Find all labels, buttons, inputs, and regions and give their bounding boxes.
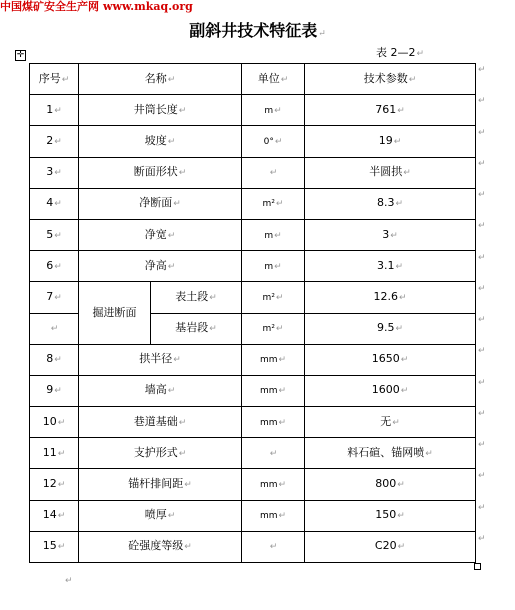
- row-name[interactable]: [79, 344, 242, 375]
- paragraph-mark: ↵: [54, 230, 62, 241]
- paragraph-mark: ↵: [167, 230, 176, 241]
- paragraph-mark: ↵: [178, 168, 187, 179]
- row-end-mark: ↵: [478, 284, 486, 294]
- paragraph-mark: ↵: [61, 74, 70, 85]
- row-no-text: 1: [46, 102, 54, 116]
- row-name[interactable]: [79, 375, 242, 406]
- row-no[interactable]: [30, 251, 79, 282]
- row-name[interactable]: [79, 469, 242, 500]
- paragraph-mark: ↵: [167, 74, 176, 85]
- paragraph-mark: ↵: [54, 292, 62, 303]
- row-name-text: 喷厚: [144, 508, 167, 522]
- site-watermark: [0, 0, 193, 14]
- row-value-text: 150: [375, 508, 397, 522]
- row-value[interactable]: [305, 469, 476, 500]
- row-no[interactable]: [30, 313, 79, 344]
- row-unit[interactable]: [242, 344, 305, 375]
- table-row: [30, 407, 476, 438]
- row-value-text: 料石碹、锚网喷: [347, 445, 425, 459]
- row-value-text: 8.3: [376, 196, 395, 210]
- row-no-text: 12: [42, 477, 57, 491]
- header-unit-text: 单位: [257, 71, 280, 85]
- page-title: [0, 20, 515, 45]
- paragraph-mark: ↵: [275, 199, 284, 210]
- row-name-text: 拱半径: [139, 352, 173, 366]
- paragraph-mark: ↵: [274, 261, 282, 272]
- table-row: [30, 500, 476, 531]
- table-row: [30, 438, 476, 469]
- row-unit-text: m: [264, 230, 274, 241]
- paragraph-mark: ↵: [318, 29, 326, 39]
- row-no[interactable]: [30, 469, 79, 500]
- row-value[interactable]: [305, 531, 476, 562]
- paragraph-mark: ↵: [57, 448, 66, 459]
- paragraph-mark: ↵: [398, 292, 407, 303]
- row-unit[interactable]: [242, 219, 305, 250]
- row-no-text: 4: [46, 196, 54, 210]
- paragraph-mark: ↵: [209, 324, 217, 335]
- row-name[interactable]: [79, 438, 242, 469]
- table-caption-text: 表 2—2: [376, 46, 416, 59]
- row-name-text: 墙高: [144, 383, 167, 397]
- row-end-mark: ↵: [478, 65, 486, 75]
- row-unit[interactable]: [242, 251, 305, 282]
- table-caption: [376, 45, 424, 62]
- paragraph-mark: ↵: [209, 292, 217, 303]
- paragraph-mark: ↵: [269, 168, 278, 179]
- row-no[interactable]: [30, 500, 79, 531]
- paragraph-mark: ↵: [167, 136, 176, 147]
- row-no[interactable]: [30, 219, 79, 250]
- row-name[interactable]: [79, 126, 242, 157]
- page-title-text: 副斜井技术特征表: [189, 21, 318, 40]
- paragraph-mark: ↵: [57, 511, 66, 522]
- row-group[interactable]: [79, 282, 151, 344]
- row-unit-text: 0°: [263, 136, 274, 147]
- table-row: [30, 469, 476, 500]
- row-value-text: 1650: [371, 352, 400, 366]
- row-value[interactable]: [305, 282, 476, 313]
- watermark-url: www.mkaq.org: [103, 0, 193, 13]
- header-value[interactable]: [305, 64, 476, 95]
- row-end-mark: ↵: [478, 409, 486, 419]
- row-name[interactable]: [79, 407, 242, 438]
- row-unit-text: mm: [259, 480, 278, 491]
- row-value-text: 1600: [371, 383, 400, 397]
- row-no-text: 15: [42, 539, 57, 553]
- paragraph-mark: ↵: [173, 355, 181, 366]
- row-value[interactable]: [305, 219, 476, 250]
- row-unit-text: m²: [262, 292, 275, 303]
- row-no[interactable]: [30, 157, 79, 188]
- paragraph-mark: ↵: [54, 386, 62, 397]
- row-value[interactable]: [305, 344, 476, 375]
- table-resize-handle[interactable]: [474, 563, 481, 570]
- row-value[interactable]: [305, 157, 476, 188]
- paragraph-mark: ↵: [57, 417, 66, 428]
- row-value[interactable]: [305, 313, 476, 344]
- row-name-text: 表土段: [175, 289, 209, 303]
- paragraph-mark: ↵: [390, 230, 398, 241]
- paragraph-mark: ↵: [278, 355, 287, 366]
- paragraph-mark: ↵: [278, 480, 287, 491]
- paragraph-mark: ↵: [54, 355, 62, 366]
- row-end-mark: ↵: [478, 221, 486, 231]
- paragraph-mark: ↵: [167, 261, 176, 272]
- paragraph-mark: ↵: [54, 261, 62, 272]
- paragraph-mark: ↵: [400, 386, 409, 397]
- row-no-text: 9: [46, 383, 54, 397]
- paragraph-mark: ↵: [184, 542, 192, 553]
- row-unit[interactable]: [242, 407, 305, 438]
- row-value[interactable]: [305, 407, 476, 438]
- paragraph-mark: ↵: [278, 511, 287, 522]
- row-no[interactable]: [30, 375, 79, 406]
- table-header-row: [30, 64, 476, 95]
- row-unit-text: m: [264, 105, 274, 116]
- row-end-mark: ↵: [478, 440, 486, 450]
- row-name[interactable]: [151, 313, 242, 344]
- table-row: [30, 375, 476, 406]
- paragraph-mark: ↵: [393, 136, 402, 147]
- table-row: [30, 531, 476, 562]
- paragraph-mark: ↵: [167, 511, 176, 522]
- table-move-handle-icon[interactable]: ✛: [16, 50, 25, 60]
- row-no[interactable]: [30, 282, 79, 313]
- row-name-text: 净宽: [144, 227, 167, 241]
- paragraph-mark: ↵: [275, 292, 284, 303]
- row-no[interactable]: [30, 407, 79, 438]
- row-end-mark: ↵: [478, 128, 486, 138]
- row-name-text: 巷道基础: [133, 414, 178, 428]
- row-no-text: 5: [46, 227, 54, 241]
- header-no[interactable]: [30, 64, 79, 95]
- paragraph-mark: ↵: [392, 417, 400, 428]
- row-no-text: 14: [42, 508, 57, 522]
- header-unit[interactable]: [242, 64, 305, 95]
- table-row: [30, 219, 476, 250]
- row-name[interactable]: [79, 157, 242, 188]
- paragraph-mark: ↵: [57, 542, 66, 553]
- row-name-text: 支护形式: [133, 445, 178, 459]
- paragraph-mark: ↵: [167, 386, 176, 397]
- row-name-text: 断面形状: [133, 165, 178, 179]
- paragraph-mark: ↵: [184, 480, 192, 491]
- row-value[interactable]: [305, 251, 476, 282]
- paragraph-mark: ↵: [54, 168, 62, 179]
- paragraph-mark: ↵: [403, 168, 411, 179]
- paragraph-mark: ↵: [397, 511, 405, 522]
- row-name-text: 基岩段: [175, 321, 209, 335]
- row-name[interactable]: [79, 251, 242, 282]
- row-no-text: 10: [42, 414, 57, 428]
- table-row: [30, 188, 476, 219]
- paragraph-mark: ↵: [275, 324, 284, 335]
- row-unit-text: m²: [262, 324, 275, 335]
- row-no-text: 8: [46, 352, 54, 366]
- row-end-mark: ↵: [478, 471, 486, 481]
- paragraph-mark: ↵: [269, 448, 278, 459]
- row-value-text: 19: [378, 133, 393, 147]
- header-name[interactable]: [79, 64, 242, 95]
- paragraph-mark: ↵: [178, 105, 187, 116]
- paragraph-mark: ↵: [397, 542, 406, 553]
- spec-table: [29, 63, 476, 563]
- row-name[interactable]: [79, 219, 242, 250]
- row-unit-text: m²: [262, 199, 275, 210]
- row-value-text: 3.1: [376, 258, 395, 272]
- paragraph-mark: ↵: [54, 136, 62, 147]
- row-value[interactable]: [305, 375, 476, 406]
- row-no[interactable]: [30, 344, 79, 375]
- paragraph-mark: ↵: [395, 261, 404, 272]
- row-unit[interactable]: [242, 469, 305, 500]
- paragraph-mark: ↵: [400, 355, 409, 366]
- paragraph-mark: ↵: [278, 386, 287, 397]
- row-no[interactable]: [30, 531, 79, 562]
- header-value-text: 技术参数: [363, 71, 408, 85]
- row-value[interactable]: [305, 126, 476, 157]
- row-value[interactable]: [305, 95, 476, 126]
- row-no-text: 6: [46, 258, 54, 272]
- paragraph-mark: ↵: [274, 230, 282, 241]
- table-row: [30, 344, 476, 375]
- row-unit-text: m: [264, 261, 274, 272]
- row-name-text: 砼强度等级: [128, 539, 184, 553]
- row-unit[interactable]: [242, 188, 305, 219]
- paragraph-mark: ↵: [173, 199, 181, 210]
- paragraph-mark: ↵: [274, 136, 283, 147]
- row-no[interactable]: [30, 95, 79, 126]
- row-value-text: 9.5: [376, 321, 395, 335]
- row-value-text: 800: [375, 477, 397, 491]
- row-end-mark: ↵: [478, 346, 486, 356]
- row-name-text: 坡度: [144, 133, 167, 147]
- row-name[interactable]: [79, 531, 242, 562]
- row-unit[interactable]: [242, 282, 305, 313]
- row-value-text: 3: [382, 227, 390, 241]
- paragraph-mark: ↵: [280, 74, 289, 85]
- paragraph-mark: ↵: [57, 480, 66, 491]
- row-value-text: 761: [375, 102, 397, 116]
- row-name-text: 井筒长度: [133, 102, 178, 116]
- paragraph-mark: ↵: [54, 199, 62, 210]
- row-value[interactable]: [305, 438, 476, 469]
- row-unit[interactable]: [242, 95, 305, 126]
- row-end-mark: ↵: [478, 253, 486, 263]
- paragraph-mark: ↵: [178, 417, 187, 428]
- table-row: [30, 251, 476, 282]
- row-end-mark: ↵: [478, 503, 486, 513]
- row-unit[interactable]: [242, 500, 305, 531]
- table-row: [30, 95, 476, 126]
- watermark-site-name: 中国煤矿安全生产网: [0, 0, 99, 13]
- row-value[interactable]: [305, 500, 476, 531]
- row-name-text: 净高: [144, 258, 167, 272]
- row-unit[interactable]: [242, 438, 305, 469]
- row-value-text: 无: [380, 414, 392, 428]
- row-no[interactable]: [30, 126, 79, 157]
- paragraph-mark: ↵: [54, 105, 62, 116]
- row-unit[interactable]: [242, 157, 305, 188]
- table-row: [30, 282, 476, 313]
- row-no[interactable]: [30, 188, 79, 219]
- paragraph-mark: ↵: [178, 448, 187, 459]
- row-no-text: 3: [46, 165, 54, 179]
- row-unit[interactable]: [242, 126, 305, 157]
- row-end-mark: ↵: [478, 315, 486, 325]
- row-name[interactable]: [79, 188, 242, 219]
- row-end-mark: ↵: [478, 159, 486, 169]
- header-no-text: 序号: [38, 71, 61, 85]
- row-no-text: 7: [46, 289, 54, 303]
- row-unit-text: mm: [259, 417, 278, 428]
- paragraph-mark: ↵: [395, 324, 404, 335]
- row-value[interactable]: [305, 188, 476, 219]
- paragraph-mark: ↵: [50, 324, 59, 335]
- row-unit-text: mm: [259, 511, 278, 522]
- row-unit[interactable]: [242, 375, 305, 406]
- paragraph-mark: ↵: [278, 417, 287, 428]
- row-group-text: 掘进断面: [92, 306, 137, 319]
- row-unit[interactable]: [242, 313, 305, 344]
- row-end-mark: ↵: [478, 190, 486, 200]
- paragraph-mark: ↵: [395, 199, 404, 210]
- row-value-text: C20: [374, 539, 397, 553]
- row-name[interactable]: [79, 95, 242, 126]
- paragraph-mark: ↵: [416, 49, 425, 59]
- paragraph-mark: ↵: [269, 542, 278, 553]
- row-unit[interactable]: [242, 531, 305, 562]
- row-name[interactable]: [79, 500, 242, 531]
- table-row: [30, 126, 476, 157]
- row-value-text: 半圆拱: [369, 165, 403, 179]
- row-unit-text: mm: [259, 355, 278, 366]
- header-name-text: 名称: [144, 71, 167, 85]
- paragraph-mark: ↵: [425, 448, 433, 459]
- row-no-text: 11: [42, 445, 57, 459]
- row-unit-text: mm: [259, 386, 278, 397]
- row-name-text: 净断面: [139, 196, 173, 210]
- paragraph-mark: ↵: [408, 74, 417, 85]
- paragraph-mark: ↵: [397, 480, 405, 491]
- row-value-text: 12.6: [373, 289, 398, 303]
- paragraph-mark: ↵: [274, 105, 282, 116]
- row-name-text: 锚杆排间距: [128, 477, 184, 491]
- row-end-mark: ↵: [478, 378, 486, 388]
- table-row: [30, 157, 476, 188]
- paragraph-mark: ↵: [65, 576, 73, 586]
- row-end-mark: ↵: [478, 534, 486, 544]
- row-no[interactable]: [30, 438, 79, 469]
- row-no-text: 2: [46, 133, 54, 147]
- row-name[interactable]: [151, 282, 242, 313]
- row-end-mark: ↵: [478, 96, 486, 106]
- paragraph-mark: ↵: [397, 105, 405, 116]
